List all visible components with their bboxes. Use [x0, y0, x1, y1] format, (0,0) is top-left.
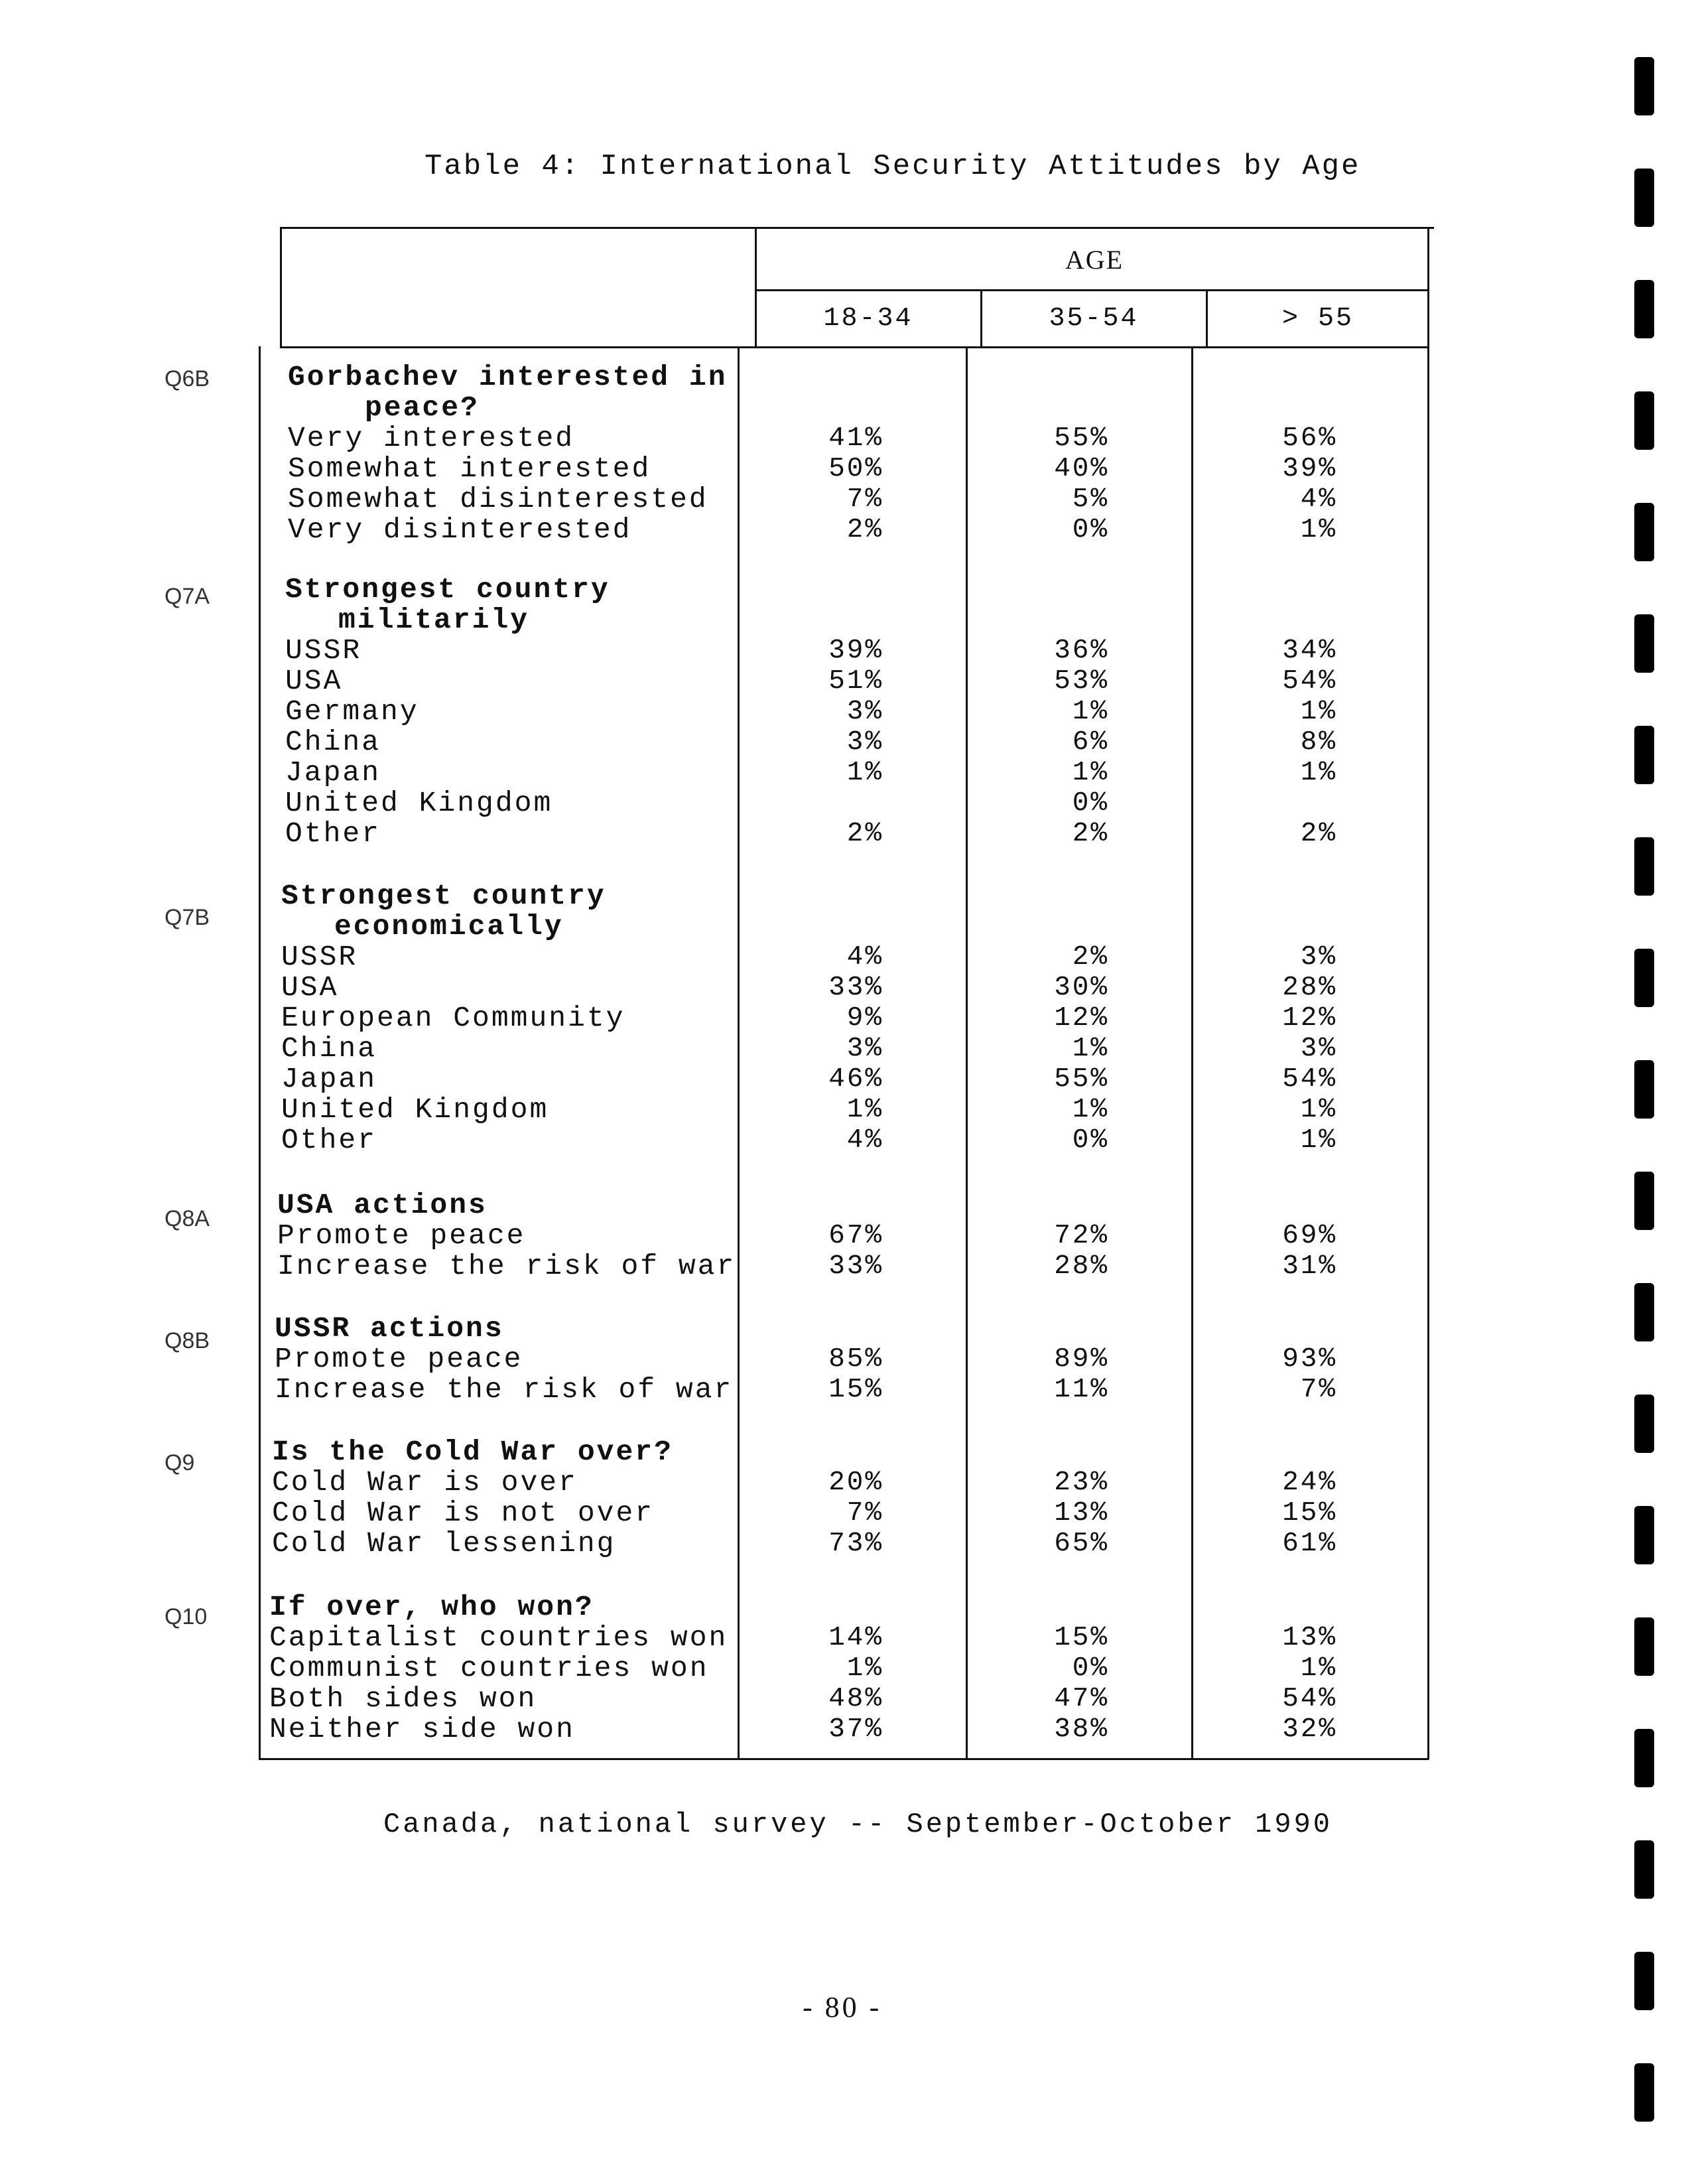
cell-value: 50% [828, 454, 883, 484]
cell-value: 1% [1072, 758, 1109, 788]
question-code: Q9 [164, 1450, 195, 1475]
cell-value: 2% [1072, 942, 1109, 973]
binding-hole [1634, 837, 1654, 896]
table-border-left-lower [259, 346, 261, 1759]
cell-value: 46% [828, 1064, 883, 1095]
table-border-right [1427, 227, 1429, 1759]
binding-hole [1634, 280, 1654, 338]
row-label: USSR [285, 634, 362, 667]
question-code: Q7A [164, 584, 210, 609]
cell-value: 12% [1054, 1003, 1109, 1034]
binding-hole [1634, 503, 1654, 561]
cell-value: 9% [846, 1003, 883, 1034]
cell-value: 47% [1054, 1684, 1109, 1714]
cell-value: 53% [1054, 666, 1109, 697]
section-heading: militarily [338, 604, 530, 636]
cell-value: 3% [1300, 1034, 1337, 1064]
cell-value: 6% [1072, 727, 1109, 758]
column-header-55-plus: > 55 [1281, 303, 1354, 334]
cell-value: 15% [828, 1375, 883, 1405]
row-label: Other [281, 1124, 377, 1156]
section-heading: peace? [365, 391, 480, 424]
cell-value: 0% [1072, 515, 1109, 545]
binding-hole [1634, 1283, 1654, 1341]
binding-hole [1634, 1506, 1654, 1564]
binding-hole [1634, 2063, 1654, 2122]
section-heading: Strongest country [285, 573, 610, 606]
row-label: Cold War lessening [272, 1527, 616, 1560]
row-label: China [281, 1032, 377, 1065]
cell-value: 1% [846, 1653, 883, 1684]
header-bottom-rule [280, 346, 1429, 348]
cell-value: 72% [1054, 1221, 1109, 1251]
column-header-18-34: 18-34 [823, 303, 913, 334]
cell-value: 0% [1072, 788, 1109, 819]
question-code: Q7B [164, 905, 210, 930]
cell-value: 4% [846, 942, 883, 973]
row-label: Increase the risk of war [275, 1373, 734, 1406]
table-border-left [280, 227, 282, 346]
row-label: Germany [285, 695, 419, 728]
row-label: Very disinterested [288, 513, 632, 546]
cell-value: 4% [846, 1125, 883, 1156]
cell-value: 1% [846, 758, 883, 788]
section-heading: economically [334, 910, 564, 943]
cell-value: 1% [1300, 1125, 1337, 1156]
cell-value: 93% [1282, 1344, 1337, 1375]
cell-value: 3% [1300, 942, 1337, 973]
row-label: Other [285, 817, 381, 850]
binding-hole [1634, 614, 1654, 673]
cell-value: 23% [1054, 1467, 1109, 1498]
row-label: China [285, 726, 381, 758]
cell-value: 31% [1282, 1251, 1337, 1282]
cell-value: 55% [1054, 423, 1109, 454]
cell-value: 1% [1300, 1653, 1337, 1684]
cell-value: 2% [846, 819, 883, 849]
cell-value: 1% [1072, 1095, 1109, 1125]
cell-value: 36% [1054, 636, 1109, 666]
cell-value: 20% [828, 1467, 883, 1498]
cell-value: 2% [846, 515, 883, 545]
binding-hole [1634, 1060, 1654, 1119]
cell-value: 4% [1300, 484, 1337, 515]
cell-value: 39% [828, 636, 883, 666]
binding-hole [1634, 726, 1654, 784]
section-heading: If over, who won? [269, 1591, 594, 1623]
cell-value: 54% [1282, 1684, 1337, 1714]
cell-value: 11% [1054, 1375, 1109, 1405]
cell-value: 12% [1282, 1003, 1337, 1034]
cell-value: 0% [1072, 1653, 1109, 1684]
cell-value: 33% [828, 973, 883, 1003]
cell-value: 1% [1300, 1095, 1337, 1125]
cell-value: 61% [1282, 1529, 1337, 1559]
cell-value: 41% [828, 423, 883, 454]
cell-value: 13% [1282, 1623, 1337, 1653]
cell-value: 7% [846, 484, 883, 515]
binding-hole [1634, 1395, 1654, 1453]
row-label: Promote peace [277, 1219, 526, 1252]
row-label: Somewhat interested [288, 452, 651, 485]
cell-value: 51% [828, 666, 883, 697]
row-label: USA [281, 971, 339, 1004]
cell-value: 3% [846, 1034, 883, 1064]
row-label: USSR [281, 941, 358, 973]
cell-value: 56% [1282, 423, 1337, 454]
binding-hole [1634, 1617, 1654, 1676]
question-code: Q10 [164, 1604, 208, 1629]
row-label: Somewhat disinterested [288, 483, 708, 515]
cell-value: 65% [1054, 1529, 1109, 1559]
binding-hole [1634, 57, 1654, 115]
cell-value: 7% [1300, 1375, 1337, 1405]
row-label: Very interested [288, 422, 575, 454]
row-label: Neither side won [269, 1713, 575, 1745]
column-header-35-54: 35-54 [1049, 303, 1139, 334]
cell-value: 15% [1054, 1623, 1109, 1653]
row-label: Both sides won [269, 1682, 537, 1715]
row-label: Promote peace [275, 1343, 523, 1375]
cell-value: 89% [1054, 1344, 1109, 1375]
row-label: Increase the risk of war [277, 1250, 736, 1282]
table-title: Table 4: International Security Attitudes by Age [424, 150, 1361, 183]
row-label: European Community [281, 1002, 625, 1034]
cell-value: 54% [1282, 1064, 1337, 1095]
cell-value: 54% [1282, 666, 1337, 697]
cell-value: 32% [1282, 1714, 1337, 1745]
cell-value: 3% [846, 697, 883, 727]
column-divider-1-lower [738, 346, 740, 1759]
row-label: United Kingdom [281, 1093, 549, 1126]
section-heading: Strongest country [281, 880, 606, 912]
cell-value: 14% [828, 1623, 883, 1653]
section-heading: USA actions [277, 1189, 488, 1221]
row-label: Japan [285, 756, 381, 789]
cell-value: 67% [828, 1221, 883, 1251]
binding-hole [1634, 1952, 1654, 2010]
cell-value: 38% [1054, 1714, 1109, 1745]
table-footnote: Canada, national survey -- September-October 1990 [383, 1809, 1333, 1840]
cell-value: 1% [1072, 697, 1109, 727]
cell-value: 39% [1282, 454, 1337, 484]
column-divider-2-lower [966, 346, 968, 1759]
cell-value: 1% [1300, 697, 1337, 727]
binding-hole [1634, 1840, 1654, 1899]
cell-value: 1% [846, 1095, 883, 1125]
row-label: Cold War is over [272, 1466, 578, 1499]
cell-value: 85% [828, 1344, 883, 1375]
row-label: Capitalist countries won [269, 1621, 728, 1654]
section-heading: Is the Cold War over? [272, 1436, 673, 1468]
cell-value: 0% [1072, 1125, 1109, 1156]
page-number: - 80 - [803, 1991, 882, 2023]
table-border-bottom [259, 1758, 1429, 1760]
age-group-header: AGE [1065, 244, 1124, 275]
cell-value: 24% [1282, 1467, 1337, 1498]
row-label: Cold War is not over [272, 1497, 655, 1529]
question-code: Q8B [164, 1328, 210, 1353]
cell-value: 5% [1072, 484, 1109, 515]
binding-hole [1634, 1729, 1654, 1787]
cell-value: 34% [1282, 636, 1337, 666]
column-divider-3-lower [1191, 346, 1193, 1759]
cell-value: 30% [1054, 973, 1109, 1003]
question-code: Q6B [164, 366, 210, 391]
cell-value: 73% [828, 1529, 883, 1559]
cell-value: 3% [846, 727, 883, 758]
cell-value: 33% [828, 1251, 883, 1282]
cell-value: 7% [846, 1498, 883, 1529]
section-heading: USSR actions [275, 1312, 504, 1345]
cell-value: 48% [828, 1684, 883, 1714]
row-label: USA [285, 665, 343, 697]
cell-value: 8% [1300, 727, 1337, 758]
cell-value: 15% [1282, 1498, 1337, 1529]
cell-value: 1% [1072, 1034, 1109, 1064]
binding-hole [1634, 391, 1654, 450]
binding-hole [1634, 169, 1654, 227]
question-code: Q8A [164, 1206, 210, 1231]
cell-value: 69% [1282, 1221, 1337, 1251]
row-label: United Kingdom [285, 787, 553, 819]
cell-value: 28% [1054, 1251, 1109, 1282]
cell-value: 28% [1282, 973, 1337, 1003]
cell-value: 2% [1072, 819, 1109, 849]
binding-hole [1634, 949, 1654, 1007]
binding-hole [1634, 1172, 1654, 1230]
row-label: Japan [281, 1063, 377, 1095]
cell-value: 37% [828, 1714, 883, 1745]
cell-value: 55% [1054, 1064, 1109, 1095]
cell-value: 13% [1054, 1498, 1109, 1529]
cell-value: 1% [1300, 515, 1337, 545]
row-label: Communist countries won [269, 1652, 709, 1684]
cell-value: 1% [1300, 758, 1337, 788]
cell-value: 40% [1054, 454, 1109, 484]
cell-value: 2% [1300, 819, 1337, 849]
section-heading: Gorbachev interested in [288, 361, 728, 393]
